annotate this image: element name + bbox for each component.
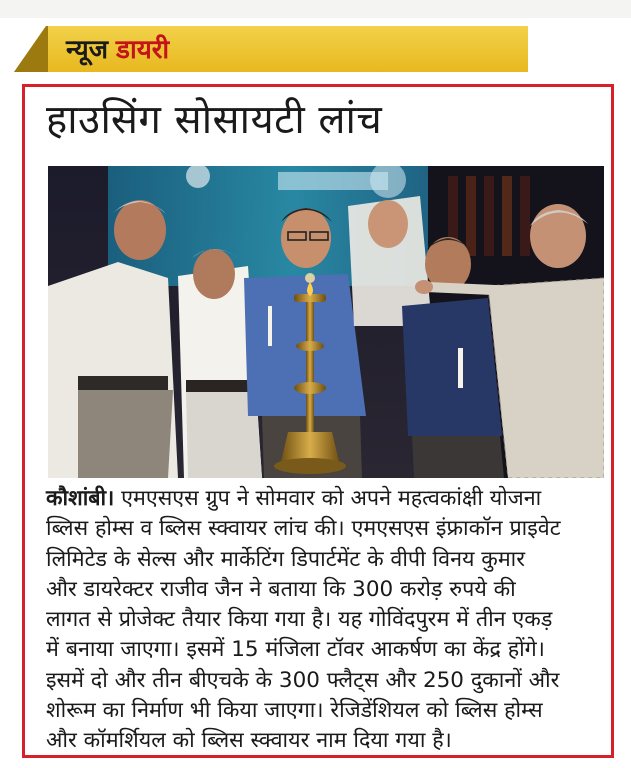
article-line-4: और डायरेक्टर राजीव जैन ने बताया कि 300 करोड़ रुपये की	[46, 576, 516, 602]
article-line-2: ब्लिस होम्स व ब्लिस स्क्वायर लांच की। एमएसएस इंफ्राकॉन प्राइवेट	[46, 516, 561, 542]
article-line-1-text: एमएसएस ग्रुप ने सोमवार को अपने महत्वकांक्षी योजना	[114, 486, 542, 511]
article-line-3: लिमिटेड के सेल्स और मार्केटिंग डिपार्टमेंट के वीपी विनय कुमार	[46, 546, 526, 572]
tag-fold	[14, 26, 48, 72]
article-line-9: और कॉमर्शियल को ब्लिस स्क्वायर नाम दिया गया है।	[46, 728, 452, 754]
article-line-1	[46, 484, 606, 514]
article-line-8: शोरूम का निर्माण भी किया जाएगा। रेजिडेंशियल को ब्लिस होम्स	[46, 698, 543, 724]
section-title-word1: न्यूज	[66, 35, 109, 65]
news-photo	[48, 166, 604, 478]
top-strip	[0, 0, 631, 18]
article-body	[46, 484, 606, 757]
section-title	[66, 30, 169, 66]
headline: हाउसिंग सोसायटी लांच	[46, 97, 383, 143]
section-tag	[14, 26, 528, 72]
article-line-6: में बनाया जाएगा। इसमें 15 मंजिला टॉवर आकर्षण का केंद्र होंगे।	[46, 637, 545, 663]
article-line-5: लागत से प्रोजेक्ट तैयार किया गया है। यह गोविंदपुरम में तीन एकड़	[46, 607, 553, 633]
article-line-7: इसमें दो और तीन बीएचके के 300 फ्लैट्स और 250 दुकानों और	[46, 667, 560, 693]
section-title-word2: डायरी	[116, 35, 170, 65]
dateline: कौशांबी।	[46, 486, 115, 511]
